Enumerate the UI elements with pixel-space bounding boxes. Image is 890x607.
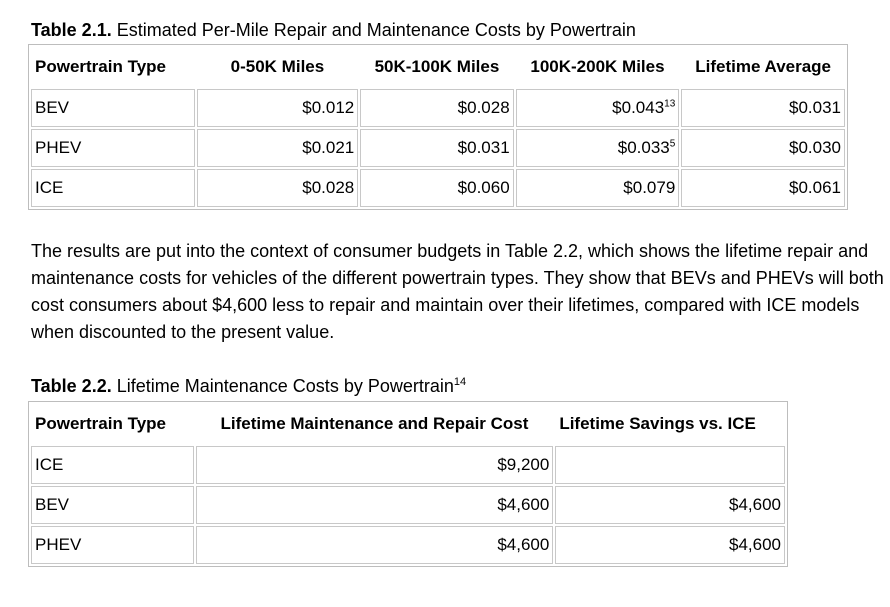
table-2-1-caption-text: Estimated Per-Mile Repair and Maintenance Costs by Powertrain: [111, 20, 636, 40]
cell-value: $0.031: [360, 129, 513, 167]
table-header-row: [31, 47, 845, 87]
header-powertrain-type: Powertrain Type: [31, 404, 194, 444]
table-row: [31, 169, 845, 207]
row-label: ICE: [31, 446, 194, 484]
row-label: PHEV: [31, 526, 194, 564]
row-label: BEV: [31, 89, 195, 127]
header-100k-200k-miles: 100K-200K Miles: [516, 47, 680, 87]
row-label: ICE: [31, 169, 195, 207]
cell-value-text: $0.043: [612, 98, 665, 117]
footnote-ref: 5: [669, 138, 676, 150]
header-powertrain-type: Powertrain Type: [31, 47, 195, 87]
row-label: PHEV: [31, 129, 195, 167]
cell-value: $0.012: [197, 89, 359, 127]
table-row: [31, 89, 845, 127]
cell-value: $0.060: [360, 169, 513, 207]
cell-value: $4,600: [196, 486, 554, 524]
cell-value: $0.021: [197, 129, 359, 167]
table-row: [31, 486, 785, 524]
cell-value-text: $0.079: [623, 178, 676, 197]
table-row: [31, 446, 785, 484]
cell-value: [516, 169, 680, 207]
cell-value: [516, 89, 680, 127]
footnote-ref: 14: [453, 376, 467, 388]
cell-value: $0.030: [681, 129, 845, 167]
cell-value: [555, 446, 785, 484]
table-2-2-caption: [31, 375, 466, 397]
per-mile-cost-table: [28, 44, 848, 210]
body-paragraph: The results are put into the context of consumer budgets in Table 2.2, which shows the lifetime repair and maintenance costs for vehicles of the different powertrain types. They show that BEVs and PHEVs will both cost consumers about $4,600 less to repair and maintain over their lifetimes, compared with ICE models when discounted to the present value.: [31, 241, 884, 342]
table-row: [31, 526, 785, 564]
cell-value: $4,600: [555, 486, 785, 524]
header-lifetime-average: Lifetime Average: [681, 47, 845, 87]
lifetime-cost-table: [28, 401, 788, 567]
cell-value: [516, 129, 680, 167]
cell-value-text: $0.033: [617, 138, 670, 157]
cell-value: $0.031: [681, 89, 845, 127]
cell-value: $4,600: [196, 526, 554, 564]
table-header-row: [31, 404, 785, 444]
footnote-ref: 13: [664, 98, 676, 110]
cell-value: $0.061: [681, 169, 845, 207]
header-50k-100k-miles: 50K-100K Miles: [360, 47, 513, 87]
row-label: BEV: [31, 486, 194, 524]
table-2-1-caption-label: Table 2.1.: [31, 20, 112, 40]
header-0-50k-miles: 0-50K Miles: [197, 47, 359, 87]
table-2-1-caption: [31, 19, 636, 41]
cell-value: $9,200: [196, 446, 554, 484]
header-lifetime-savings: Lifetime Savings vs. ICE: [555, 404, 785, 444]
table-row: [31, 129, 845, 167]
cell-value: $0.028: [360, 89, 513, 127]
cell-value: $4,600: [555, 526, 785, 564]
table-2-2-caption-text: Lifetime Maintenance Costs by Powertrain: [111, 376, 454, 396]
header-lifetime-cost: Lifetime Maintenance and Repair Cost: [196, 404, 554, 444]
table-2-2-caption-label: Table 2.2.: [31, 376, 112, 396]
cell-value: $0.028: [197, 169, 359, 207]
